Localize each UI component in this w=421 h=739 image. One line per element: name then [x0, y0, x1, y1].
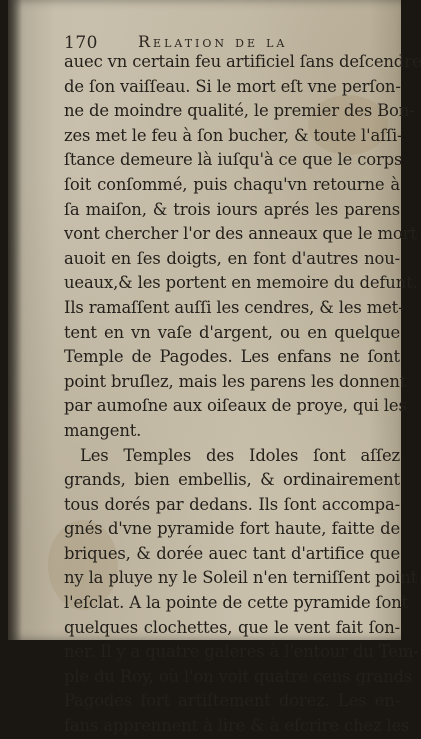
- text-line: auoit en ſes doigts, en font d'autres nou-: [64, 248, 400, 268]
- text-line: ple du Roy, où l'on voit quatre cens grands: [64, 666, 413, 686]
- running-head: Relation de la: [138, 32, 288, 51]
- text-line: Ils ramaſſent auſſi les cendres, & les met-: [64, 297, 404, 317]
- text-line: l'eſclat. A la pointe de cette pyramide ſont: [64, 593, 409, 613]
- body-text: [64, 50, 421, 739]
- text-line: ner. Il y a quatre galeres à l'entour du Tem-: [64, 642, 419, 662]
- text-line: tous dorés par dedans. Ils ſont accompa-: [64, 494, 400, 514]
- text-line: vont chercher l'or des anneaux que le mort: [64, 224, 417, 244]
- text-line: par aumoſne aux oiſeaux de proye, qui les: [64, 396, 407, 416]
- text-line: grands, bien embellis, & ordinairement: [64, 470, 400, 490]
- page-number: 170: [64, 33, 98, 53]
- binding-shadow: [8, 0, 22, 640]
- text-line: mangent.: [64, 420, 142, 440]
- text-line: ſoit conſommé, puis chaqu'vn retourne à: [64, 174, 400, 194]
- text-line: fans apprennent à lire & à eſcrire chez les: [64, 716, 410, 736]
- text-line: zes met le feu à ſon bucher, & toute l'aſſi-: [64, 125, 403, 145]
- text-line: ſtance demeure là iuſqu'à ce que le corps: [64, 150, 403, 170]
- text-line: ne de moindre qualité, le premier des Bon-: [64, 101, 415, 121]
- text-line: auec vn certain feu artificiel ſans deſcendre: [64, 52, 421, 71]
- text-line: gnés d'vne pyramide fort haute, faitte de: [64, 519, 400, 539]
- text-line: Les Temples des Idoles ſont aſſez: [80, 445, 400, 465]
- text-line: quelques clochettes, que le vent fait ſon-: [64, 617, 400, 637]
- text-line: briques, & dorée auec tant d'artifice que: [64, 543, 400, 563]
- text-line: Temple de Pagodes. Les enfans ne ſont: [64, 347, 400, 367]
- book-page: [8, 0, 421, 736]
- text-line: ny la pluye ny le Soleil n'en terniſſent point: [64, 568, 418, 588]
- text-line: de ſon vaiſſeau. Si le mort eſt vne perſon-: [64, 76, 401, 96]
- text-line: ueaux,& les portent en memoire du defunt.: [64, 273, 418, 293]
- text-line: point bruſlez, mais les parens les donnent: [64, 371, 407, 391]
- text-line: tent en vn vaſe d'argent, ou en quelque: [64, 322, 400, 342]
- text-line: ſa maiſon, & trois iours aprés les parens: [64, 199, 400, 219]
- text-line: Pagodes fort artiſtement dorez. Les en-: [64, 691, 400, 711]
